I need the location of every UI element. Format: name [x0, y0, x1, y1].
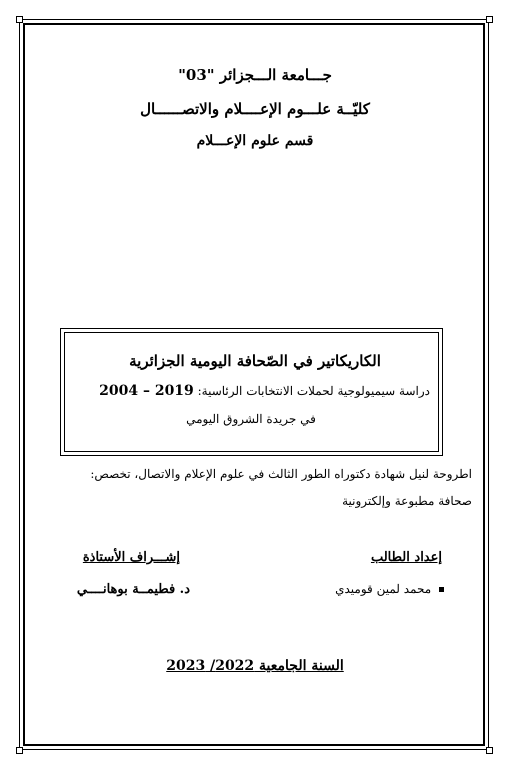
supervisor-name: د. فطيمــة بوهانــــي	[76, 582, 190, 597]
study-years: 2004 – 2019	[99, 383, 194, 399]
department-name: قسم علوم الإعـــلام	[196, 133, 314, 149]
student-name-row	[300, 582, 444, 596]
study-newspaper: في جريدة الشروق اليومي	[186, 412, 316, 426]
faculty-name: كليّــة علـــوم الإعــــلام والاتصــــــال	[140, 100, 370, 118]
study-prefix: دراسة سيميولوجية لحملات الانتخابات الرئاسية:	[197, 384, 430, 398]
supervisor-label: إشـــراف الأستاذة	[82, 550, 180, 565]
academic-year: السنة الجامعية 2022/ 2023	[166, 658, 344, 674]
thesis-title: الكاريكاتير في الصّحافة اليومية الجزائرية	[129, 352, 381, 370]
border-corner-bottom-right	[486, 747, 493, 754]
border-corner-bottom-left	[16, 747, 23, 754]
study-subtitle	[72, 383, 430, 399]
border-corner-top-right	[486, 16, 493, 23]
thesis-purpose: اطروحة لنيل شهادة دكتوراه الطور الثالث في علوم الإعلام والاتصال، تخصص:	[90, 467, 472, 481]
border-corner-top-left	[16, 16, 23, 23]
student-name: محمد لمين قوميدي	[335, 582, 432, 596]
thesis-specialization: صحافة مطبوعة وإلكترونية	[342, 494, 472, 508]
bullet-icon	[439, 587, 444, 592]
university-name: جـــامعة الـــجزائر "03"	[178, 66, 332, 84]
student-label: إعداد الطالب	[370, 550, 442, 565]
